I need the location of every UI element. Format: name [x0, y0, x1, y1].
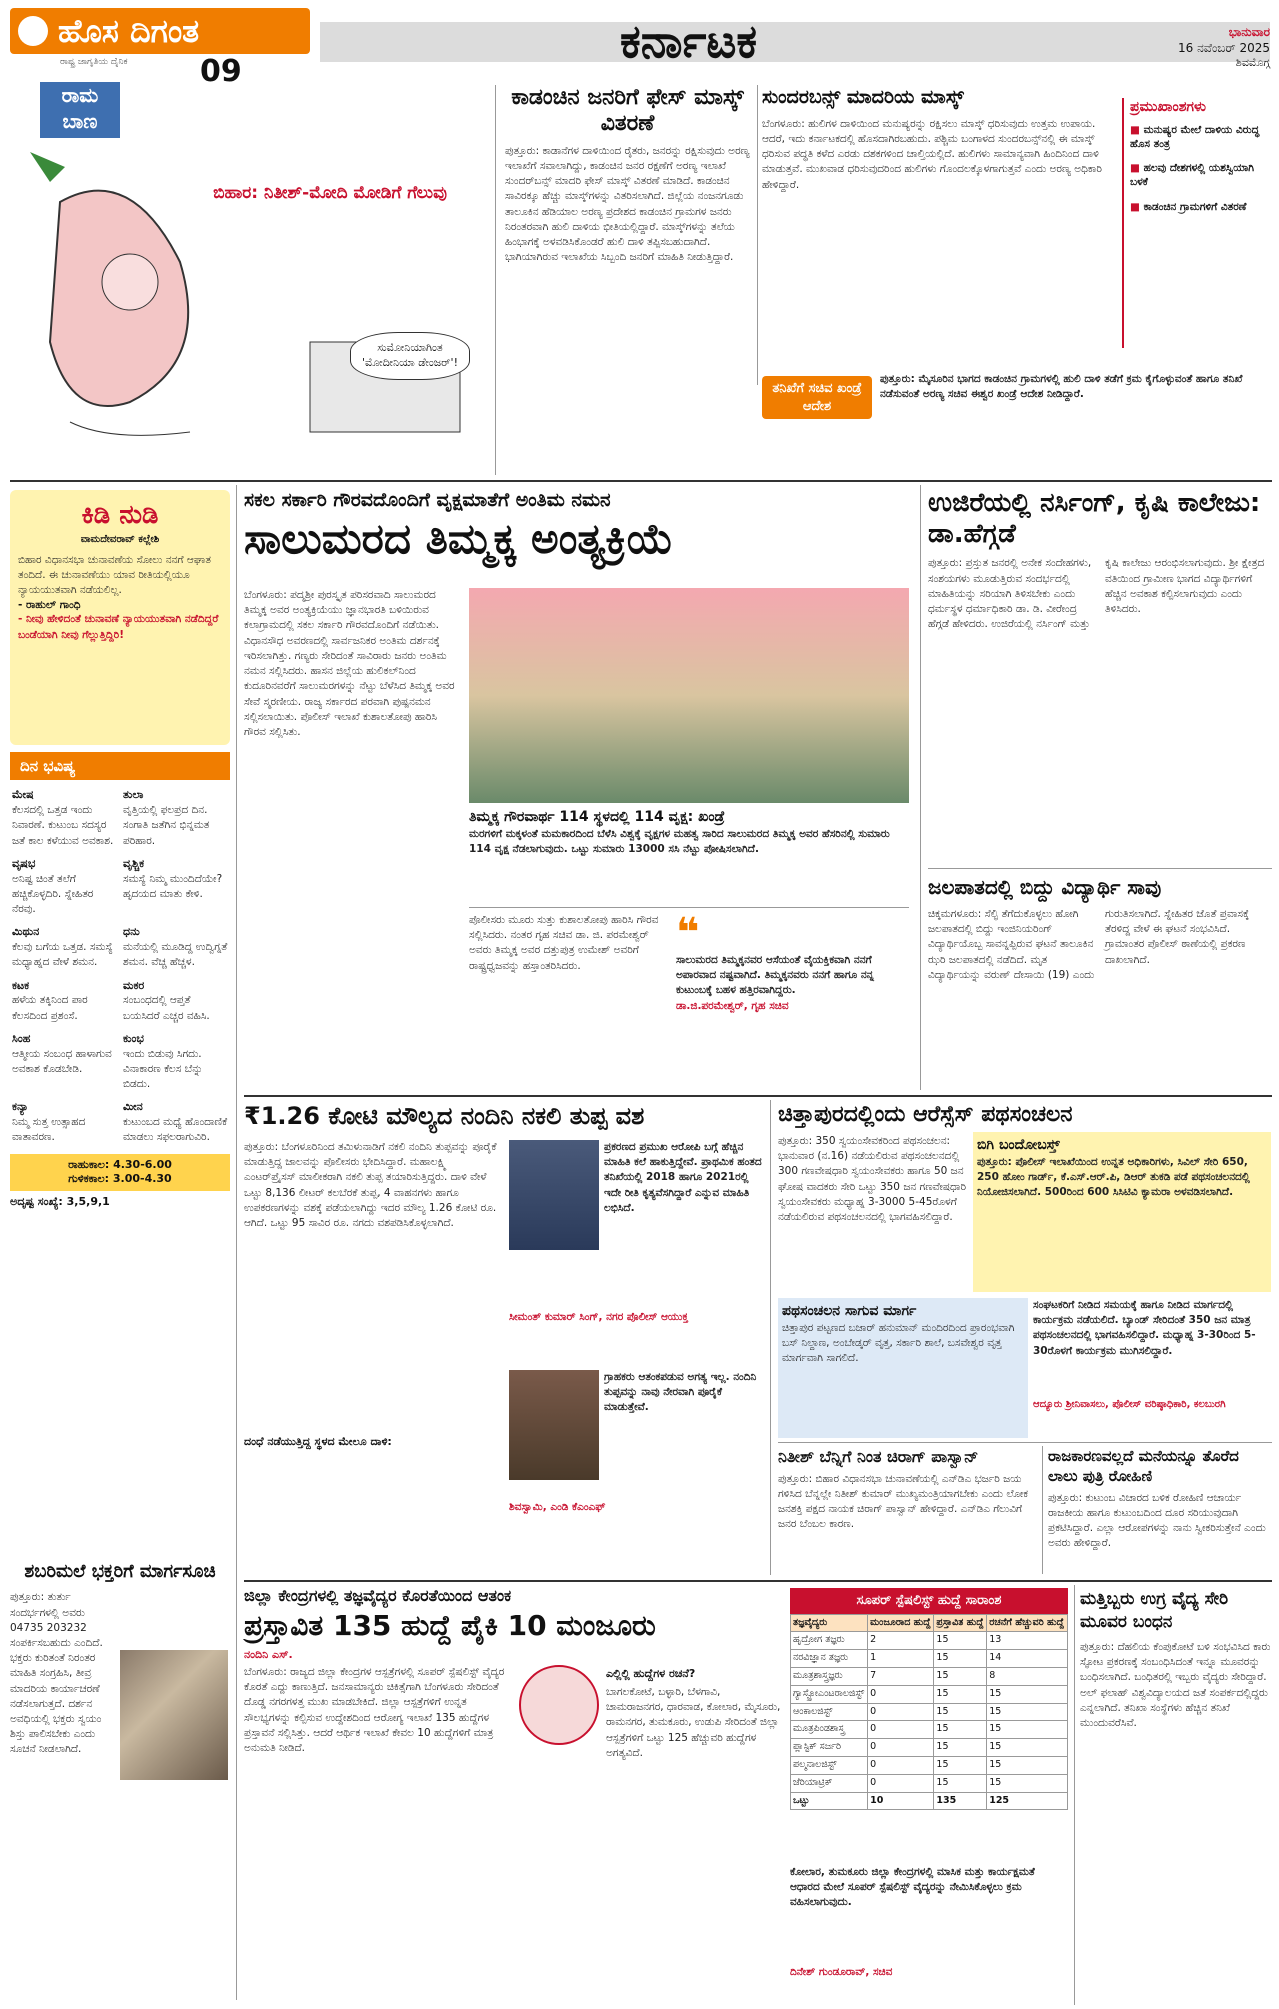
story-ghee [244, 1100, 764, 1580]
story-thimmakka [244, 488, 914, 1118]
body: ಪುತ್ತೂರು: 350 ಸ್ವಯಂಸೇವಕರಿಂದ ಪಥಸಂಚಲನ: ಭಾನುವಾರ (ನ.16) ನಡೆಯಲಿರುವ ಪಥಸಂಚಲನದಲ್ಲಿ 300 ಗಣವೇಷಧಾರಿ ಸ್ವಯಂಸೇವಕರು ಹಾಗೂ 50 ಜನ ಘೋಷ ವಾದಕರು ಸೇರಿ ಒಟ್ಟು 350 ಜನ ಗಣವೇಷಧಾರಿ ಸ್ವಯಂಸೇವಕರು ಮಧ್ಯಾಹ್ನ 3-3000 5-45ರೊಳಗೆ ನಡೆಯಲಿರುವ ಪಥಸಂಚಲನದಲ್ಲಿ ಭಾಗವಹಿಸಲಿದ್ದಾರೆ. [778, 1135, 967, 1224]
pramukhamsha-box [1122, 98, 1272, 348]
table [790, 1614, 1068, 1811]
tanikhe-box [762, 372, 1272, 472]
table-cell: ಮೂತ್ರಪಿಂಡಶಾಸ್ತ್ರ [791, 1721, 868, 1739]
story-ujire [928, 488, 1272, 863]
table-cell: 15 [934, 1721, 987, 1739]
story-waterfall [928, 874, 1272, 1089]
ramabana-label: ರಾಮ ಬಾಣ [40, 82, 120, 138]
sign-makara: ಮಕರ ಸಂಬಂಧದಲ್ಲಿ ಆಪ್ತತೆ ಬಯಸಿದರೆ ಎಚ್ಚರ ವಹಿಸಿ. [123, 978, 210, 1022]
table-cell: 15 [987, 1685, 1068, 1703]
table-cell: 7 [868, 1667, 934, 1685]
city: ಶಿವಮೊಗ್ಗ [1235, 56, 1270, 70]
quote-box-2 [509, 1370, 764, 1570]
subhead: ದಂಧೆ ನಡೆಯುತ್ತಿದ್ದ ಸ್ಥಳದ ಮೇಲೂ ದಾಳಿ: [244, 1435, 392, 1448]
bandobast-title: ಬಿಗಿ ಬಂದೋಬಸ್ತ್ [977, 1137, 1060, 1153]
table-cell: 15 [934, 1685, 987, 1703]
pramukhamsha-item: ■ ಹಲವು ದೇಶಗಳಲ್ಲಿ ಯಶಸ್ವಿಯಾಗಿ ಬಳಕೆ [1130, 162, 1254, 189]
photo-caption-title: ತಿಮ್ಮಕ್ಕ ಗೌರವಾರ್ಥ 114 ಸ್ಥಳದಲ್ಲಿ 114 ವೃಕ್ಷ: ಖಂಡ್ರೆ [469, 809, 725, 825]
sign-vrushabha: ವೃಷಭ ಅನಿಷ್ಟ ಚಿಂತೆ ತಲೆಗೆ ಹಚ್ಚಿಕೊಳ್ಳದಿರಿ. ಸ್ನೇಹಿತರ ನೆರವು. [12, 856, 94, 916]
gulikakala: ಗುಳಿಕಕಾಲ: 3.00-4.30 [68, 1172, 172, 1186]
sign-mesha: ಮೇಷ ಕೆಲಸದಲ್ಲಿ ಒತ್ತಡ ಇಂದು ನಿವಾರಣೆ. ಕುಟುಂಬ ಸದಸ್ಯರ ಜತೆ ಕಾಲ ಕಳೆಯುವ ಅವಕಾಶ. [12, 788, 114, 847]
route-box [778, 1298, 1028, 1438]
route-body: ಚಿತ್ತಾಪುರ ಪಟ್ಟಣದ ಬಜಾರ್ ಹನುಮಾನ್ ಮಂದಿರದಿಂದ ಪ್ರಾರಂಭವಾಗಿ ಬಸ್ ನಿಲ್ದಾಣ, ಅಂಬೇಡ್ಕರ್ ವೃತ್ತ, ಸರ್ಕಾರಿ ಶಾಲೆ, ಬಸವೇಶ್ವರ ವೃತ್ತ ಮಾರ್ಗವಾಗಿ ಸಾಗಲಿದೆ. [782, 1321, 1015, 1365]
table-cell: 15 [987, 1739, 1068, 1757]
lucky-number: ಅದೃಷ್ಟ ಸಂಖ್ಯೆ: 3,5,9,1 [10, 1195, 110, 1209]
table-title: ಸೂಪರ್ ಸ್ಪೆಷಲಿಸ್ಟ್ ಹುದ್ದೆ ಸಾರಾಂಶ [790, 1588, 1068, 1614]
table-cell: 10 [868, 1792, 934, 1810]
table-row [791, 1792, 1068, 1810]
tagline: ರಾಷ್ಟ್ರ ಜಾಗೃತಿಯ ದೈನಿಕ [60, 57, 128, 67]
table-cell: 1 [868, 1650, 934, 1668]
tanikhe-label: ತನಿಖೆಗೆ ಸಚಿವ ಖಂಡ್ರೆ ಆದೇಶ [762, 376, 872, 419]
table-cell: 135 [934, 1792, 987, 1810]
table-header: ರಚನೆಗೆ ಹೆಚ್ಚುವರಿ ಹುದ್ದೆ [987, 1614, 1068, 1632]
table-cell: 15 [934, 1739, 987, 1757]
table-cell: 15 [987, 1774, 1068, 1792]
horoscope [10, 752, 230, 1557]
body: ಪುತ್ತೂರು: ತುರ್ತು ಸಂದರ್ಭಗಳಲ್ಲಿ ಅವರು 04735 203232 ಸಂಪರ್ಕಿಸಬಹುದು ಎಂದಿದೆ. ಭಕ್ತರು ಕುರಿತಂತೆ ನಿರಂತರ ಮಾಹಿತಿ ಸಂಗ್ರಹಿಸಿ, ತೀವ್ರ ಮಾದರಿಯ ಕಾರ್ಯಾಚರಣೆ ನಡೆಸಲಾಗುತ್ತದೆ. ದರ್ಶನ ಅವಧಿಯಲ್ಲಿ ಭಕ್ತರು ಸ್ವಯಂ ಶಿಸ್ತು ಪಾಲಿಸಬೇಕು ಎಂದು ಸೂಚನೆ ನೀಡಲಾಗಿದೆ. [10, 1591, 103, 1756]
photo-caption [469, 808, 909, 908]
quote: ಪ್ರಕರಣದ ಪ್ರಮುಖ ಆರೋಪಿ ಬಗ್ಗೆ ಹೆಚ್ಚಿನ ಮಾಹಿತಿ ಕಲೆ ಹಾಕುತ್ತಿದ್ದೇವೆ. ಪ್ರಾಥಮಿಕ ಹಂತದ ತನಿಖೆಯಲ್ಲಿ 2018 ಹಾಗೂ 2021ರಲ್ಲಿ ಇದೇ ರೀತಿ ಕೃತ್ಯವೆಸಗಿದ್ದಾರೆ ಎನ್ನುವ ಮಾಹಿತಿ ಲಭಿಸಿದೆ. [604, 1141, 762, 1214]
route-title: ಪಥಸಂಚಲನ ಸಾಗುವ ಮಾರ್ಗ [782, 1303, 917, 1319]
body: ಬೆಂಗಳೂರು: ರಾಜ್ಯದ ಜಿಲ್ಲಾ ಕೇಂದ್ರಗಳ ಆಸ್ಪತ್ರೆಗಳಲ್ಲಿ ಸೂಪರ್ ಸ್ಪೆಷಲಿಸ್ಟ್ ವೈದ್ಯರ ಕೊರತೆ ಎದ್ದು ಕಾಣುತ್ತಿದೆ. ಜನಸಾಮಾನ್ಯರು ಚಿಕಿತ್ಸೆಗಾಗಿ ಬೆಂಗಳೂರು ಸೇರಿದಂತೆ ದೊಡ್ಡ ನಗರಗಳತ್ತ ಮುಖ ಮಾಡಬೇಕಿದೆ. ಜಿಲ್ಲಾ ಆಸ್ಪತ್ರೆಗಳಿಗೆ ಉನ್ನತ ಸೌಲಭ್ಯಗಳನ್ನು ಕಲ್ಪಿಸುವ ಉದ್ದೇಶದಿಂದ ಆರೋಗ್ಯ ಇಲಾಖೆ 135 ಹುದ್ದೆಗಳ ಪ್ರಸ್ತಾವನೆ ಸಲ್ಲಿಸಿತ್ತು. ಆದರೆ ಆರ್ಥಿಕ ಇಲಾಖೆ ಕೇವಲ 10 ಹುದ್ದೆಗಳಿಗೆ ಮಾತ್ರ ಅನುಮತಿ ನೀಡಿದೆ. [244, 1666, 505, 1755]
kidi-nudi-quote-by: - ರಾಹುಲ್ ಗಾಂಧಿ [18, 599, 81, 612]
quote-box [1033, 1298, 1271, 1438]
headline: ಕಾಡಂಚಿನ ಜನರಿಗೆ ಫೇಸ್ ಮಾಸ್ಕ್ ವಿತರಣೆ [511, 85, 744, 137]
table-row [791, 1703, 1068, 1721]
headline: ಪ್ರಸ್ತಾವಿತ 135 ಹುದ್ದೆ ಪೈಕಿ 10 ಮಂಜೂರು [244, 1608, 656, 1642]
story-chittapura [778, 1100, 1272, 1440]
headline: ರಾಜಕಾರಣವಲ್ಲದೆ ಮನೆಯನ್ನೂ ತೊರೆದ ಲಾಲು ಪುತ್ರಿ ರೋಹಿಣಿ [1048, 1447, 1239, 1486]
body: ಪುತ್ತೂರು: ಬಿಹಾರ ವಿಧಾನಸಭಾ ಚುನಾವಣೆಯಲ್ಲಿ ಎನ್‌ಡಿಎ ಭರ್ಜರಿ ಜಯ ಗಳಿಸಿದ ಬೆನ್ನಲ್ಲೇ ನಿತೀಶ್ ಕುಮಾರ್ ಮುಖ್ಯಮಂತ್ರಿಯಾಗಬೇಕು ಎಂದು ಲೋಕ ಜನಶಕ್ತಿ ಪಕ್ಷದ ನಾಯಕ ಚಿರಾಗ್ ಪಾಸ್ವಾನ್ ಹೇಳಿದ್ದಾರೆ. ಎನ್‌ಡಿಎ ಗೆಲುವಿಗೆ ಜನರ ಬೆಂಬಲ ಕಾರಣ. [778, 1472, 1028, 1531]
table-cell: 15 [934, 1757, 987, 1775]
byline: ನಂದಿನಿ ಎಸ್. [244, 1648, 293, 1662]
story-sundarbans [762, 85, 1117, 385]
kicker: ಸಕಲ ಸರ್ಕಾರಿ ಗೌರವದೊಂದಿಗೆ ವೃಕ್ಷಮಾತೆಗೆ ಅಂತಿಮ ನಮನ [244, 489, 611, 511]
quote: ಸಾಲುಮರದ ತಿಮ್ಮಕ್ಕನವರ ಆಸೆಯಂತೆ ವೈಯಕ್ತಿಕವಾಗಿ ನನಗೆ ಅಪಾರವಾದ ನಷ್ಟವಾಗಿದೆ. ತಿಮ್ಮಕ್ಕನವರು ನನಗೆ ಹಾಗೂ ನನ್ನ ಕುಟುಂಬಕ್ಕೆ ಬಹಳ ಹತ್ತಿರವಾಗಿದ್ದರು. [676, 954, 874, 997]
quote: ಗ್ರಾಹಕರು ಆತಂಕಪಡುವ ಅಗತ್ಯ ಇಲ್ಲ. ನಂದಿನಿ ತುಪ್ಪವನ್ನು ನಾವು ನೇರವಾಗಿ ಪೂರೈಕೆ ಮಾಡುತ್ತೇವೆ. [604, 1371, 757, 1414]
table-row [791, 1721, 1068, 1739]
table-row [791, 1667, 1068, 1685]
body: ಚಿಕ್ಕಮಗಳೂರು: ಸೆಲ್ಫಿ ತೆಗೆದುಕೊಳ್ಳಲು ಹೋಗಿ ಜಲಪಾತದಲ್ಲಿ ಬಿದ್ದು ಇಂಜಿನಿಯರಿಂಗ್ ವಿದ್ಯಾರ್ಥಿಯೊಬ್ಬ ಸಾವನ್ನಪ್ಪಿರುವ ಘಟನೆ ತಾಲೂಕಿನ ಝರಿ ಜಲಪಾತದಲ್ಲಿ ನಡೆದಿದೆ. ಮೃತ ವಿದ್ಯಾರ್ಥಿಯನ್ನು ವರುಣ್ ದೇಸಾಯಿ (19) ಎಂದು ಗುರುತಿಸಲಾಗಿದೆ. ಸ್ನೇಹಿತರ ಜೊತೆ ಪ್ರವಾಸಕ್ಕೆ ತೆರಳಿದ್ದ ವೇಳೆ ಈ ಘಟನೆ ಸಂಭವಿಸಿದೆ. ಗ್ರಾಮಾಂತರ ಪೊಲೀಸ್ ಠಾಣೆಯಲ್ಲಿ ಪ್ರಕರಣ ದಾಖಲಾಗಿದೆ. [928, 908, 1250, 981]
rahukala-box [10, 1154, 230, 1192]
body: ಬೆಂಗಳೂರು: ಪದ್ಮಶ್ರೀ ಪುರಸ್ಕೃತ ಪರಿಸರವಾದಿ ಸಾಲುಮರದ ತಿಮ್ಮಕ್ಕ ಅವರ ಅಂತ್ಯಕ್ರಿಯೆಯು ಜ್ಞಾನಭಾರತಿ ಬಳಿಯಿರುವ ಕಲಾಗ್ರಾಮದಲ್ಲಿ ಸಕಲ ಸರ್ಕಾರಿ ಗೌರವದೊಂದಿಗೆ ನಡೆಯಿತು. ವಿಧಾನಸೌಧ ಅವರಣದಲ್ಲಿ ಸಾರ್ವಜನಿಕರ ಅಂತಿಮ ದರ್ಶನಕ್ಕೆ ಇರಿಸಲಾಗಿತ್ತು. ಗಣ್ಯರು ಸೇರಿದಂತೆ ಸಾವಿರಾರು ಜನರು ಅಂತಿಮ ನಮನ ಸಲ್ಲಿಸಿದರು. ಹಾಸನ ಜಿಲ್ಲೆಯ ಹುಲಿಕಲ್‌ನಿಂದ ಕುದೂರಿನವರೆಗೆ ಸಾಲುಮರಗಳನ್ನು ನೆಟ್ಟು ಬೆಳೆಸಿದ ತಿಮ್ಮಕ್ಕ ಅವರ ಸೇವೆ ಸ್ಮರಣೀಯ. ರಾಜ್ಯ ಸರ್ಕಾರದ ಪರವಾಗಿ ಪುಷ್ಪನಮನ ಸಲ್ಲಿಸಲಾಯಿತು. ಪೊಲೀಸ್ ಇಲಾಖೆ ಕುಶಾಲತೋಪು ಹಾರಿಸಿ ಗೌರವ ಸಲ್ಲಿಸಿತು. [244, 589, 455, 738]
table-cell: ಜೆರಿಯಾಟ್ರಿಕ್ [791, 1774, 868, 1792]
bandobast-box [973, 1132, 1271, 1292]
horoscope-title: ದಿನ ಭವಿಷ್ಯ [10, 752, 230, 780]
table-header: ಪ್ರಸ್ತಾವಿತ ಹುದ್ದೆ [934, 1614, 987, 1632]
funeral-photo [469, 588, 909, 803]
table-cell: 0 [868, 1757, 934, 1775]
body: ಪುತ್ತೂರು: ದೆಹಲಿಯ ಕೆಂಪುಕೋಟೆ ಬಳಿ ಸಂಭವಿಸಿದ ಕಾರು ಸ್ಫೋಟ ಪ್ರಕರಣಕ್ಕೆ ಸಂಬಂಧಿಸಿದಂತೆ ಇನ್ನೂ ಮೂವರನ್ನು ಬಂಧಿಸಲಾಗಿದೆ. ಬಂಧಿತರಲ್ಲಿ ಇಬ್ಬರು ವೈದ್ಯರು ಸೇರಿದ್ದಾರೆ. ಅಲ್ ಫಲಾಹ್ ವಿಶ್ವವಿದ್ಯಾಲಯದ ಜತೆ ಸಂಪರ್ಕದಲ್ಲಿದ್ದರು ಎನ್ನಲಾಗಿದೆ. ತನಿಖಾ ಸಂಸ್ಥೆಗಳು ಹೆಚ್ಚಿನ ತನಿಖೆ ಮುಂದುವರೆಸಿವೆ. [1080, 1640, 1271, 1729]
headline: ಜಲಪಾತದಲ್ಲಿ ಬಿದ್ದು ವಿದ್ಯಾರ್ಥಿ ಸಾವು [928, 875, 1162, 899]
hospital-logo [519, 1665, 599, 1745]
table-cell: 13 [987, 1632, 1068, 1650]
table-cell: ಆಂಕಾಲಜಿಸ್ಟ್ [791, 1703, 868, 1721]
table-header: ತಜ್ಞವೈದ್ಯರು [791, 1614, 868, 1632]
speech-bubble: ಸುಮೋನಿಯಾಗಿಂತ 'ಮೋದೀನಿಯಾ ಡೇಂಜರ್'! [350, 332, 470, 380]
story-mask [505, 85, 750, 475]
headline: ಸಾಲುಮರದ ತಿಮ್ಮಕ್ಕ ಅಂತ್ಯಕ್ರಿಯೆ [244, 513, 674, 563]
quote-box-1 [509, 1140, 764, 1360]
quote-by: ಶಿವಸ್ವಾಮಿ, ಎಂಡಿ ಕೆಎಂಎಫ್ [509, 1501, 606, 1513]
table-cell: 125 [987, 1792, 1068, 1810]
table-cell: 15 [934, 1667, 987, 1685]
table-cell: ಹೃದ್ರೋಗ ತಜ್ಞರು [791, 1632, 868, 1650]
paper-name: ಹೊಸ ದಿಗಂತ [58, 12, 200, 50]
date: 16 ನವೆಂಬರ್ 2025 [1178, 41, 1270, 56]
quote-icon: ❝ [676, 910, 700, 956]
table-cell: ಪ್ಲಾಸ್ಟಿಕ್ ಸರ್ಜರಿ [791, 1739, 868, 1757]
quote: ಕೋಲಾರ, ತುಮಕೂರು ಜಿಲ್ಲಾ ಕೇಂದ್ರಗಳಲ್ಲಿ ಮಾಸಿಕ ಮತ್ತು ಕಾರ್ಯಕ್ಷಮತೆ ಆಧಾರದ ಮೇಲೆ ಸೂಪರ್ ಸ್ಪೆಷಲಿಸ್ಟ್ ವೈದ್ಯರನ್ನು ನೇಮಿಸಿಕೊಳ್ಳಲು ಕ್ರಮ ವಹಿಸಲಾಗುವುದು. [790, 1866, 1035, 1909]
headline: ಉಜಿರೆಯಲ್ಲಿ ನರ್ಸಿಂಗ್, ಕೃಷಿ ಕಾಲೇಜು: ಡಾ.ಹೆಗ್ಗಡೆ [928, 488, 1261, 550]
kidi-nudi-reply: - ನೀವು ಹೇಳಿದಂತೆ ಚುನಾವಣೆ ನ್ಯಾಯಯುತವಾಗಿ ನಡೆದಿದ್ದರೆ ಬಂಡೆಯಾಗಿ ನೀವು ಗೆಲ್ಲುತ್ತಿದ್ದಿರಿ! [18, 613, 219, 641]
headline: ಸುಂದರಬನ್ಸ್ ಮಾದರಿಯ ಮಾಸ್ಕ್ [762, 86, 964, 108]
sign-tula: ತುಲಾ ವೃತ್ತಿಯಲ್ಲಿ ಫಲಪ್ರದ ದಿನ. ಸಂಗಾತಿ ಜತೆಗಿನ ಭಿನ್ನಮತ ಪರಿಹಾರ. [123, 788, 210, 847]
table-cell: ಒಟ್ಟು [791, 1792, 868, 1810]
table-cell: 15 [987, 1721, 1068, 1739]
kidi-nudi-author: ವಾಮದೇವರಾವ್ ಕಲ್ಲೇಶಿ [80, 534, 160, 546]
table-cell: 15 [934, 1650, 987, 1668]
pramukhamsha-title: ಪ್ರಮುಖಾಂಶಗಳು [1130, 99, 1206, 115]
sign-mithuna: ಮಿಥುನ ಕೆಲವು ಬಗೆಯ ಒತ್ತಡ. ಸಮಸ್ಯೆ ಮಧ್ಯಾಹ್ನದ ವೇಳೆ ಶಮನ. [12, 925, 113, 969]
temple-photo [120, 1650, 228, 1780]
table-cell: 0 [868, 1721, 934, 1739]
headline: ಶಬರಿಮಲೆ ಭಕ್ತರಿಗೆ ಮಾರ್ಗಸೂಚಿ [24, 1561, 216, 1582]
sign-kumbha: ಕುಂಭ ಇಂದು ಬಿಡುವು ಸಿಗದು. ವಿನಾಕಾರಣ ಕೆಲಸ ಬೆನ್ನು ಬಿಡದು. [123, 1031, 203, 1091]
table-row [791, 1757, 1068, 1775]
table-cell: 0 [868, 1685, 934, 1703]
quote-box [676, 910, 909, 1113]
table-cell: 0 [868, 1739, 934, 1757]
story-doctor-arrest [1080, 1588, 1272, 2003]
table-cell: ಪಲ್ಮನಾಲಜಿಸ್ಟ್ [791, 1757, 868, 1775]
table-cell: 0 [868, 1774, 934, 1792]
quote: ಸಂಘಟಕರಿಗೆ ನೀಡಿದ ಸಮಯಕ್ಕೆ ಹಾಗೂ ನೀಡಿದ ಮಾರ್ಗದಲ್ಲಿ ಕಾರ್ಯಕ್ರಮ ನಡೆಯಲಿದೆ. ಬ್ಯಾಂಡ್ ಸೇರಿದಂತೆ 350 ಜನ ಮಾತ್ರ ಪಥಸಂಚಲನದಲ್ಲಿ ಭಾಗವಹಿಸಲಿದ್ದಾರೆ. ಮಧ್ಯಾಹ್ನ 3-30ರಿಂದ 5-30ರೊಳಗೆ ಕಾರ್ಯಕ್ರಮ ಮುಗಿಸಲಿದ್ದಾರೆ. [1033, 1299, 1256, 1357]
shabarimale [10, 1560, 230, 2000]
headline: ₹1.26 ಕೋಟಿ ಮೌಲ್ಯದ ನಂದಿನಿ ನಕಲಿ ತುಪ್ಪ ವಶ [244, 1102, 645, 1130]
table-cell: ಗ್ಯಾಸ್ಟ್ರೋಎಂಟರಾಲಜಿಸ್ಟ್ [791, 1685, 868, 1703]
minister-quote [790, 1865, 1068, 2005]
cartoon-caption: ಬಿಹಾರ: ನಿತೀಶ್-ಮೋದಿ ಮೋಡಿಗೆ ಗೆಲುವು [213, 183, 447, 203]
table-row [791, 1685, 1068, 1703]
table-cell: 15 [934, 1632, 987, 1650]
body: ಪುತ್ತೂರು: ಕಾಡಾನೆಗಳ ದಾಳಿಯಿಂದ ರೈತರು, ಜನರನ್ನು ರಕ್ಷಿಸುವುದು ಅರಣ್ಯ ಇಲಾಖೆಗೆ ಸವಾಲಾಗಿದ್ದು, ಕಾಡಂಚಿನ ಜನರ ರಕ್ಷಣೆಗೆ ಅರಣ್ಯ ಇಲಾಖೆ ಸುಂದರ್‌ಬನ್ಸ್ ಮಾದರಿ ಫೇಸ್ ಮಾಸ್ಕ್ ವಿತರಣೆ ಮಾಡಿದೆ. ಕಾಡಂಚಿನ ಸಾವಿರಕ್ಕೂ ಹೆಚ್ಚು ಮಾಸ್ಕ್‌ಗಳನ್ನು ವಿತರಿಸಲಾಗಿದೆ. ಜಿಲ್ಲೆಯ ನಂಜನಗೂಡು ತಾಲೂಕಿನ ಹೆಡಿಯಾಲ ಅರಣ್ಯ ಪ್ರದೇಶದ ಕಾಡಂಚಿನ ಗ್ರಾಮಗಳ ಜನರು ನಿರಂತರವಾಗಿ ಹುಲಿ ದಾಳಿಯ ಭೀತಿಯಲ್ಲಿದ್ದಾರೆ. ಮಾಸ್ಕ್‌ಗಳನ್ನು ತಲೆಯ ಹಿಂಭಾಗಕ್ಕೆ ಅಳವಡಿಸಿಕೊಂಡರೆ ಹುಲಿ ದಾಳಿ ತಪ್ಪಿಸಬಹುದಾಗಿದೆ. ಭಾಗಿಯಾಗಿರುವ ಇಲಾಖೆಯ ಸಿಬ್ಬಂದಿ ಜನರಿಗೆ ಮಾಹಿತಿ ನೀಡುತ್ತಿದ್ದಾರೆ. [505, 144, 750, 264]
table-cell: 15 [934, 1774, 987, 1792]
photo-caption-body: ಮರಗಳಿಗೆ ಮಕ್ಕಳಂತೆ ಮಮಕಾರದಿಂದ ಬೆಳೆಸಿ ವಿಶ್ವಕ್ಕೆ ವೃಕ್ಷಗಳ ಮಹತ್ವ ಸಾರಿದ ಸಾಲುಮರದ ತಿಮ್ಮಕ್ಕ ಅವರ ಹೆಸರಿನಲ್ಲಿ ಸುಮಾರು 114 ವೃಕ್ಷ ನೆಡಲಾಗುವುದು. ಒಟ್ಟು ಸುಮಾರು 13000 ಸಸಿ ನೆಟ್ಟು ಪೋಷಿಸಲಾಗಿದೆ. [469, 827, 890, 856]
table-cell: 15 [987, 1757, 1068, 1775]
sign-vrushchika: ವೃಶ್ಚಿಕ ಸಮಸ್ಯೆ ನಿಮ್ಮ ಮುಂದಿದೆಯೇ? ಹೃದಯದ ಮಾತು ಕೇಳಿ. [123, 856, 223, 900]
story-lalu [1048, 1446, 1272, 1574]
table-row [791, 1632, 1068, 1650]
kidi-nudi [10, 490, 230, 745]
table-header: ಮಂಜೂರಾದ ಹುದ್ದೆ [868, 1614, 934, 1632]
sign-meena: ಮೀನ ಕುಟುಂಬದ ಮಧ್ಯೆ ಹೊಂದಾಣಿಕೆ ಮಾಡಲು ಸಫಲರಾಗುವಿರಿ. [123, 1100, 228, 1144]
body: ಬೆಂಗಳೂರು: ಹುಲಿಗಳ ದಾಳಿಯಿಂದ ಮನುಷ್ಯರನ್ನು ರಕ್ಷಿಸಲು ಮಾಸ್ಕ್ ಧರಿಸುವುದು ಉತ್ತಮ ಉಪಾಯ. ಆದರೆ, ಇದು ಕರ್ನಾಟಕದಲ್ಲಿ ಹೊಸದಾಗಿರಬಹುದು. ಪಶ್ಚಿಮ ಬಂಗಾಳದ ಸುಂದರಬನ್ಸ್‌ನಲ್ಲಿ ಈ ಮಾಸ್ಕ್ ಧರಿಸುವ ಪದ್ಧತಿ ಕಳೆದ ಎರಡು ದಶಕಗಳಿಂದ ಚಾಲ್ತಿಯಲ್ಲಿದೆ. ಹುಲಿಗಳು ಸಾಮಾನ್ಯವಾಗಿ ಹಿಂದಿನಿಂದ ದಾಳಿ ಮಾಡುತ್ತವೆ. ಮುಖವಾಡ ಧರಿಸುವುದರಿಂದ ಹುಲಿಗಳು ಗೊಂದಲಕ್ಕೊಳಗಾಗುತ್ತವೆ ಎಂದು ಅರಣ್ಯ ಅಧಿಕಾರಿ ಹೇಳಿದ್ದಾರೆ. [762, 117, 1102, 191]
bandobast-body: ಪುತ್ತೂರು: ಪೊಲೀಸ್ ಇಲಾಖೆಯಿಂದ ಉನ್ನತ ಅಧಿಕಾರಿಗಳು, ಸಿವಿಲ್ ಸೇರಿ 650, 250 ಹೋಂ ಗಾರ್ಡ್, ಕೆ.ಎಸ್.ಆರ್.ಪಿ, ಡಿಆರ್ ತುಕಡಿ ಪಡೆ ಪಥಸಂಚಲನದಲ್ಲಿ ನಿಯೋಜಿಸಲಾಗಿದೆ. 500ರಿಂದ 600 ಸಿಸಿಟಿವಿ ಕ್ಯಾಮರಾ ಅಳವಡಿಸಲಾಗಿದೆ. [977, 1155, 1250, 1199]
quote-by: ಡಾ.ಜಿ.ಪರಮೇಶ್ವರ್, ಗೃಹ ಸಚಿವ [676, 999, 789, 1012]
body-continued: ಪೊಲೀಸರು ಮೂರು ಸುತ್ತು ಕುಶಾಲತೋಪು ಹಾರಿಸಿ ಗೌರವ ಸಲ್ಲಿಸಿದರು. ನಂತರ ಗೃಹ ಸಚಿವ ಡಾ. ಜಿ. ಪರಮೇಶ್ವರ್ ಅವರು ತಿಮ್ಮಕ್ಕ ಅವರ ದತ್ತುಪುತ್ರ ಉಮೇಶ್ ಅವರಿಗೆ ರಾಷ್ಟ್ರಧ್ವಜವನ್ನು ಹಸ್ತಾಂತರಿಸಿದರು. [469, 914, 659, 972]
table-cell: ನರವಿಜ್ಞಾನ ತಜ್ಞರು [791, 1650, 868, 1668]
ramabana-cartoon [10, 82, 490, 470]
section-title: ಕರ್ನಾಟಕ [620, 14, 758, 68]
table-cell: 15 [987, 1703, 1068, 1721]
quote-by: ದಿನೇಶ್ ಗುಂಡೂರಾವ್, ಸಚಿವ [790, 1966, 893, 1978]
kidi-nudi-title: ಕಿಡಿ ನುಡಿ [81, 500, 159, 530]
sign-kanya: ಕನ್ಯಾ ನಿಮ್ಮ ಸುತ್ತ ಉತ್ಸಾಹದ ವಾತಾವರಣ. [12, 1100, 86, 1144]
body-continued: ಬಾಗಲಕೋಟೆ, ಬಳ್ಳಾರಿ, ಬೆಳಗಾವಿ, ಚಾಮರಾಜನಗರ, ಧಾರವಾಡ, ಕೋಲಾರ, ಮೈಸೂರು, ರಾಮನಗರ, ತುಮಕೂರು, ಉಡುಪಿ ಸೇರಿದಂತೆ ಜಿಲ್ಲಾ ಆಸ್ಪತ್ರೆಗಳಿಗೆ ಒಟ್ಟು 125 ಹೆಚ್ಚುವರಿ ಹುದ್ದೆಗಳ ಅಗತ್ಯವಿದೆ. [606, 1686, 781, 1759]
kidi-nudi-quote: ಬಿಹಾರ ವಿಧಾನಸಭಾ ಚುನಾವಣೆಯ ಸೋಲು ನನಗೆ ಆಘಾತ ತಂದಿದೆ. ಈ ಚುನಾವಣೆಯು ಯಾವ ರೀತಿಯಲ್ಲಿಯೂ ನ್ಯಾಯಯುತವಾಗಿ ನಡೆಯಲಿಲ್ಲ. [18, 553, 211, 597]
story-nitish [778, 1446, 1038, 1574]
table-cell: 15 [934, 1703, 987, 1721]
headline: ಚಿತ್ತಾಪುರದಲ್ಲಿಂದು ಆರೆಸ್ಸೆಸ್ ಪಥಸಂಚಲನ [778, 1102, 1073, 1127]
body: ಪುತ್ತೂರು: ಕುಟುಂಬ ವಿಚಾರದ ಬಳಿಕ ರೋಹಿಣಿ ಆಚಾರ್ಯ ರಾಜಕೀಯ ಹಾಗೂ ಕುಟುಂಬದಿಂದ ದೂರ ಸರಿಯುವುದಾಗಿ ಪ್ರಕಟಿಸಿದ್ದಾರೆ. ಎಲ್ಲಾ ಆರೋಪಗಳನ್ನು ನಾನು ಸ್ವೀಕರಿಸುತ್ತೇನೆ ಎಂದು ಅವರು ಹೇಳಿದ್ದಾರೆ. [1048, 1491, 1266, 1550]
body: ಪುತ್ತೂರು: ಪ್ರಸ್ತುತ ಜನರಲ್ಲಿ ಅನೇಕ ಸಂದೇಹಗಳು, ಸಂಶಯಗಳು ಮೂಡುತ್ತಿರುವ ಸಂದರ್ಭದಲ್ಲಿ ಮಾಹಿತಿಯನ್ನು ಸರಿಯಾಗಿ ತಿಳಿಸಬೇಕು ಎಂದು ಧರ್ಮಸ್ಥಳ ಧರ್ಮಾಧಿಕಾರಿ ಡಾ. ಡಿ. ವೀರೇಂದ್ರ ಹೆಗ್ಗಡೆ ಹೇಳಿದರು. ಉಜಿರೆಯಲ್ಲಿ ನರ್ಸಿಂಗ್ ಮತ್ತು ಕೃಷಿ ಕಾಲೇಜು ಆರಂಭಿಸಲಾಗುವುದು. ಶ್ರೀ ಕ್ಷೇತ್ರದ ವತಿಯಿಂದ ಗ್ರಾಮೀಣ ಭಾಗದ ವಿದ್ಯಾರ್ಥಿಗಳಿಗೆ ಹೆಚ್ಚಿನ ಅವಕಾಶ ಕಲ್ಪಿಸಲಾಗುವುದು ಎಂದು ತಿಳಿಸಿದರು. [928, 557, 1265, 631]
kicker: ಜಿಲ್ಲಾ ಕೇಂದ್ರಗಳಲ್ಲಿ ತಜ್ಞವೈದ್ಯರ ಕೊರತೆಯಿಂದ ಆತಂಕ [244, 1586, 512, 1605]
sign-kataka: ಕಟಕ ಹಳೆಯ ತಕ್ಕಿನಿಂದ ಪಾರ ಕೆಲಸದಿಂದ ಪ್ರಶಂಸೆ. [12, 978, 88, 1022]
date-block [1120, 24, 1270, 71]
paper-logo [10, 8, 310, 54]
page-number: 09 [200, 54, 242, 89]
tanikhe-body: ಪುತ್ತೂರು: ಮೈಸೂರಿನ ಭಾಗದ ಕಾಡಂಚಿನ ಗ್ರಾಮಗಳಲ್ಲಿ ಹುಲಿ ದಾಳಿ ತಡೆಗೆ ಕ್ರಮ ಕೈಗೊಳ್ಳುವಂತೆ ಹಾಗೂ ತನಿಖೆ ನಡೆಸುವಂತೆ ಅರಣ್ಯ ಸಚಿವ ಈಶ್ವರ ಖಂಡ್ರೆ ಆದೇಶ ನೀಡಿದ್ದಾರೆ. [880, 373, 1243, 401]
sign-dhanu: ಧನು ಮನೆಯಲ್ಲಿ ಮೂಡಿದ್ದ ಉದ್ವಿಗ್ನತೆ ಶಮನ. ವೆಚ್ಚ ಹೆಚ್ಚಳ. [123, 925, 228, 969]
arrow-icon [30, 152, 65, 182]
quote-by: ಆದ್ಯೂರು ಶ್ರೀನಿವಾಸಲು, ಪೊಲೀಸ್ ವರಿಷ್ಠಾಧಿಕಾರಿ, ಕಲಬುರಗಿ [1033, 1399, 1226, 1410]
table-cell: 0 [868, 1703, 934, 1721]
headline: ನಿತೀಶ್ ಬೆನ್ನಿಗೆ ನಿಂತ ಚಿರಾಗ್ ಪಾಸ್ವಾನ್ [778, 1447, 979, 1466]
headline: ಮತ್ತಿಬ್ಬರು ಉಗ್ರ ವೈದ್ಯ ಸೇರಿ ಮೂವರ ಬಂಧನ [1080, 1589, 1229, 1632]
subhead: ಎಲ್ಲಿಲ್ಲಿ ಹುದ್ದೆಗಳ ರಚನೆ? [606, 1667, 696, 1680]
table-cell: 14 [987, 1650, 1068, 1668]
day: ಭಾನುವಾರ [1228, 25, 1270, 39]
specialist-table [790, 1588, 1068, 1858]
rahukala: ರಾಹುಕಾಲ: 4.30-6.00 [68, 1157, 172, 1171]
pramukhamsha-item: ■ ಮನುಷ್ಯರ ಮೇಲೆ ದಾಳಿಯ ವಿರುದ್ಧ ಹೊಸ ತಂತ್ರ [1130, 123, 1260, 151]
sign-simha: ಸಿಂಹ ಆತ್ಮೀಯ ಸಂಬಂಧ ಹಾಳಾಗುವ ಅವಕಾಶ ಕೊಡಬೇಡಿ. [12, 1031, 112, 1075]
table-cell: 8 [987, 1667, 1068, 1685]
pramukhamsha-item: ■ ಕಾಡಂಚಿನ ಗ್ರಾಮಗಳಿಗೆ ವಿತರಣೆ [1130, 200, 1247, 213]
quote-by: ಸೀಮಂತ್ ಕುಮಾರ್ ಸಿಂಗ್, ನಗರ ಪೊಲೀಸ್ ಆಯುಕ್ತ [509, 1311, 689, 1323]
table-cell: ಮೂತ್ರಶಾಸ್ತ್ರಜ್ಞರು [791, 1667, 868, 1685]
logo-emblem-icon [18, 16, 48, 46]
table-cell: 2 [868, 1632, 934, 1650]
body: ಪುತ್ತೂರು: ಬೆಂಗಳೂರಿನಿಂದ ತಮಿಳುನಾಡಿಗೆ ನಕಲಿ ನಂದಿನಿ ತುಪ್ಪವನ್ನು ಪೂರೈಕೆ ಮಾಡುತ್ತಿದ್ದ ಜಾಲವನ್ನು ಪೊಲೀಸರು ಭೇದಿಸಿದ್ದಾರೆ. ಮಹಾಲಕ್ಷ್ಮಿ ಎಂಟರ್‌ಪ್ರೈಸಸ್ ಮಾಲೀಕರಾಗಿ ನಕಲಿ ತುಪ್ಪ ತಯಾರಿಸುತ್ತಿದ್ದರು. ದಾಳಿ ವೇಳೆ ಒಟ್ಟು 8,136 ಲೀಟರ್ ಕಲಬೆರಕೆ ತುಪ್ಪ, 4 ವಾಹನಗಳು ಹಾಗೂ ಉಪಕರಣಗಳನ್ನು ವಶಕ್ಕೆ ಪಡೆಯಲಾಗಿದ್ದು ಇದರ ಮೌಲ್ಯ 1.26 ಕೋಟಿ ರೂ. ಆಗಿದೆ. ಒಟ್ಟು 95 ಸಾವಿರ ರೂ. ನಗದು ವಶಪಡಿಸಿಕೊಳ್ಳಲಾಗಿದೆ. [244, 1141, 497, 1230]
horoscope-grid [10, 780, 230, 1153]
table-row [791, 1650, 1068, 1668]
table-row [791, 1774, 1068, 1792]
table-row [791, 1739, 1068, 1757]
story-doctors [244, 1585, 784, 2005]
